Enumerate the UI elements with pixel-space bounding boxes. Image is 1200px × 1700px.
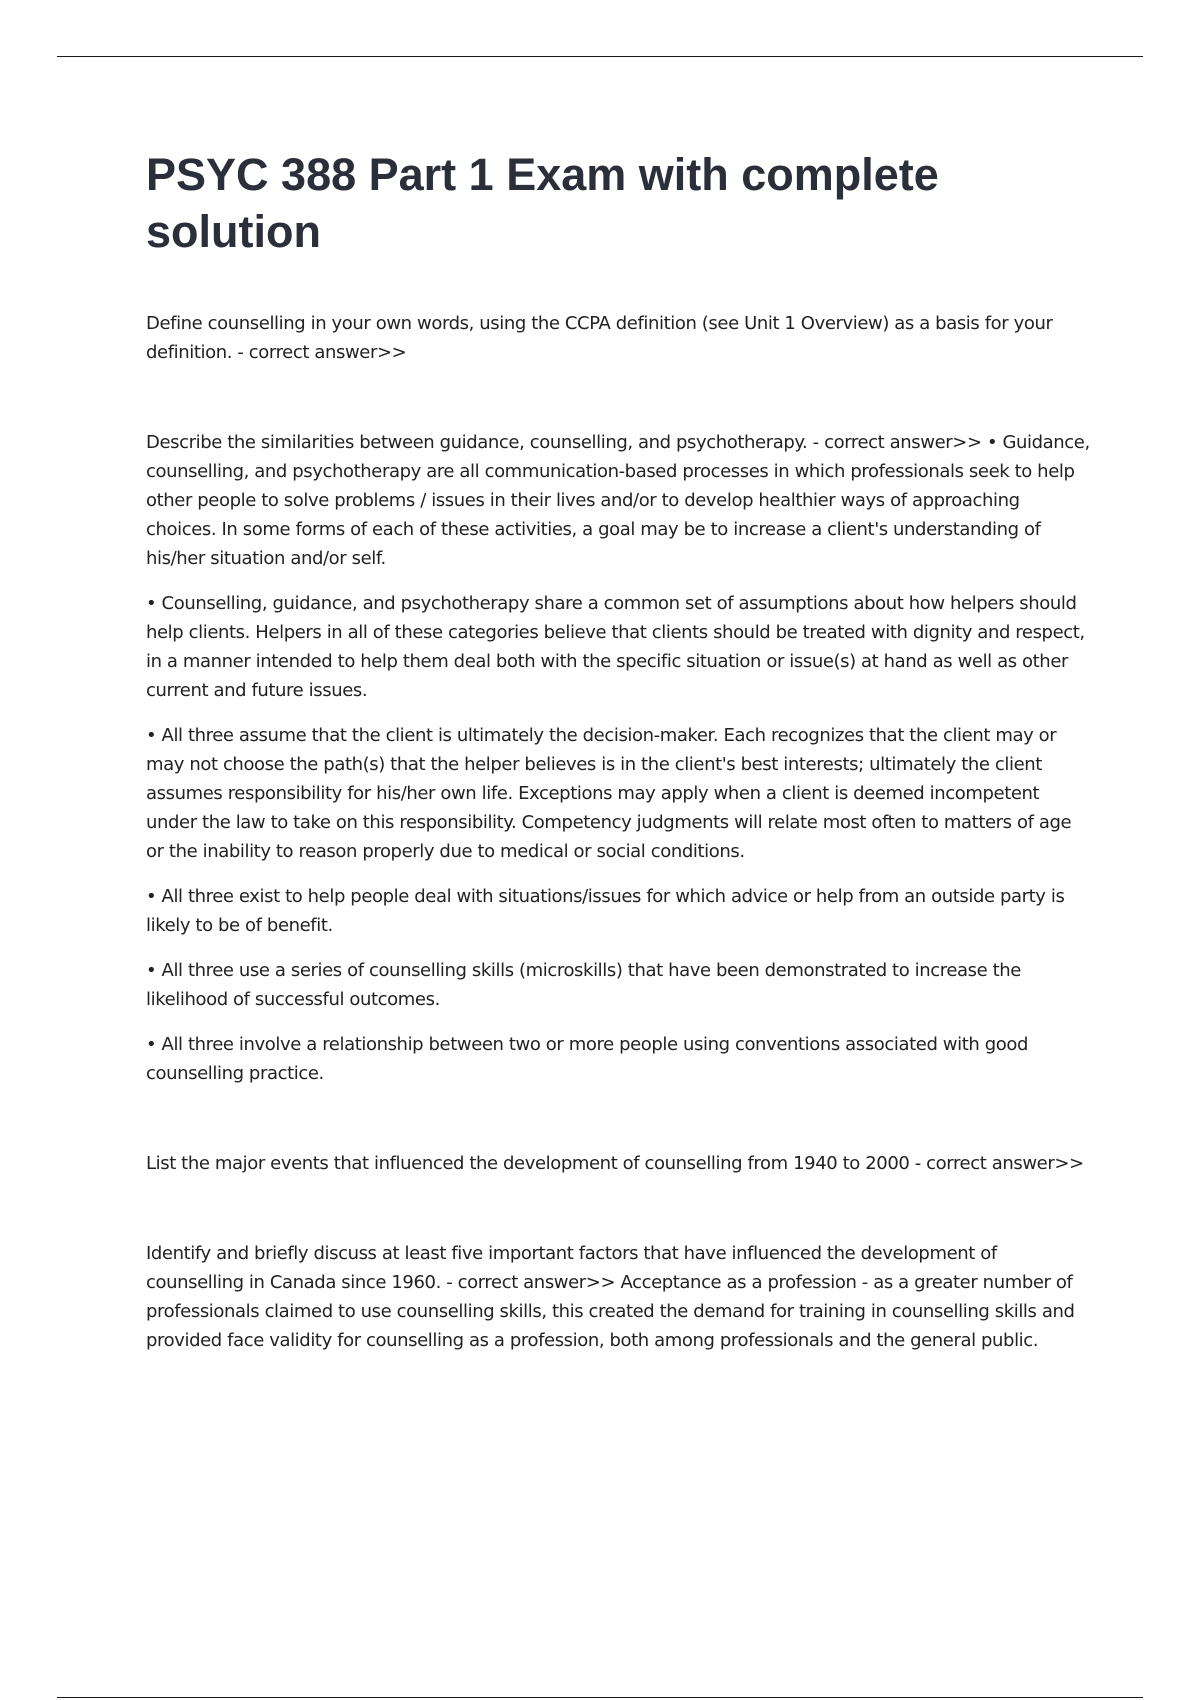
question-1: Define counselling in your own words, using the CCPA definition (see Unit 1 Overview) as a basis for your definition. - correct answer>> xyxy=(146,313,1053,363)
answer-bullet-1: • Counselling, guidance, and psychotherapy share a common set of assumptions about how helpers should help clients. Helpers in all of these categories believe that clients should be treated with dignity and respect, in a manner intended to help them deal both with the specific situation or issue(s) at hand as well as other current and future issues. xyxy=(146,593,1085,701)
question-2: Describe the similarities between guidance, counselling, and psychotherapy. - correct answer>> • Guidance, counselling, and psychotherapy are all communication-based processes in which professionals seek to help other people to solve problems / issues in their lives and/or to develop healthier ways of approaching choices. In some forms of each of these activities, a goal may be to increase a client's understanding of his/her situation and/or self. xyxy=(146,432,1090,569)
bottom-rule xyxy=(57,1697,1143,1698)
answer-bullet-3: • All three exist to help people deal with situations/issues for which advice or help from an outside party is likely to be of benefit. xyxy=(146,886,1065,936)
document-body xyxy=(146,146,1092,1355)
answer-bullet-5: • All three involve a relationship between two or more people using conventions associated with good counselling practice. xyxy=(146,1034,1028,1084)
document-title: PSYC 388 Part 1 Exam with complete solution xyxy=(146,149,939,257)
question-3: List the major events that influenced the development of counselling from 1940 to 2000 - correct answer>> xyxy=(146,1153,1084,1174)
answer-bullet-2: • All three assume that the client is ultimately the decision-maker. Each recognizes that the client may or may not choose the path(s) that the helper believes is in the client's best interests; ultimately the client assumes responsibility for his/her own life. Exceptions may apply when a client is deemed incompetent under the law to take on this responsibility. Competency judgments will relate most often to matters of age or the inability to reason properly due to medical or social conditions. xyxy=(146,725,1072,862)
top-rule xyxy=(57,56,1143,57)
question-4: Identify and briefly discuss at least five important factors that have influenced the development of counselling in Canada since 1960. - correct answer>> Acceptance as a profession - as a greater number of professionals claimed to use counselling skills, this created the demand for training in counselling skills and provided face validity for counselling as a profession, both among professionals and the general public. xyxy=(146,1243,1075,1351)
answer-bullet-4: • All three use a series of counselling skills (microskills) that have been demonstrated to increase the likelihood of successful outcomes. xyxy=(146,960,1021,1010)
